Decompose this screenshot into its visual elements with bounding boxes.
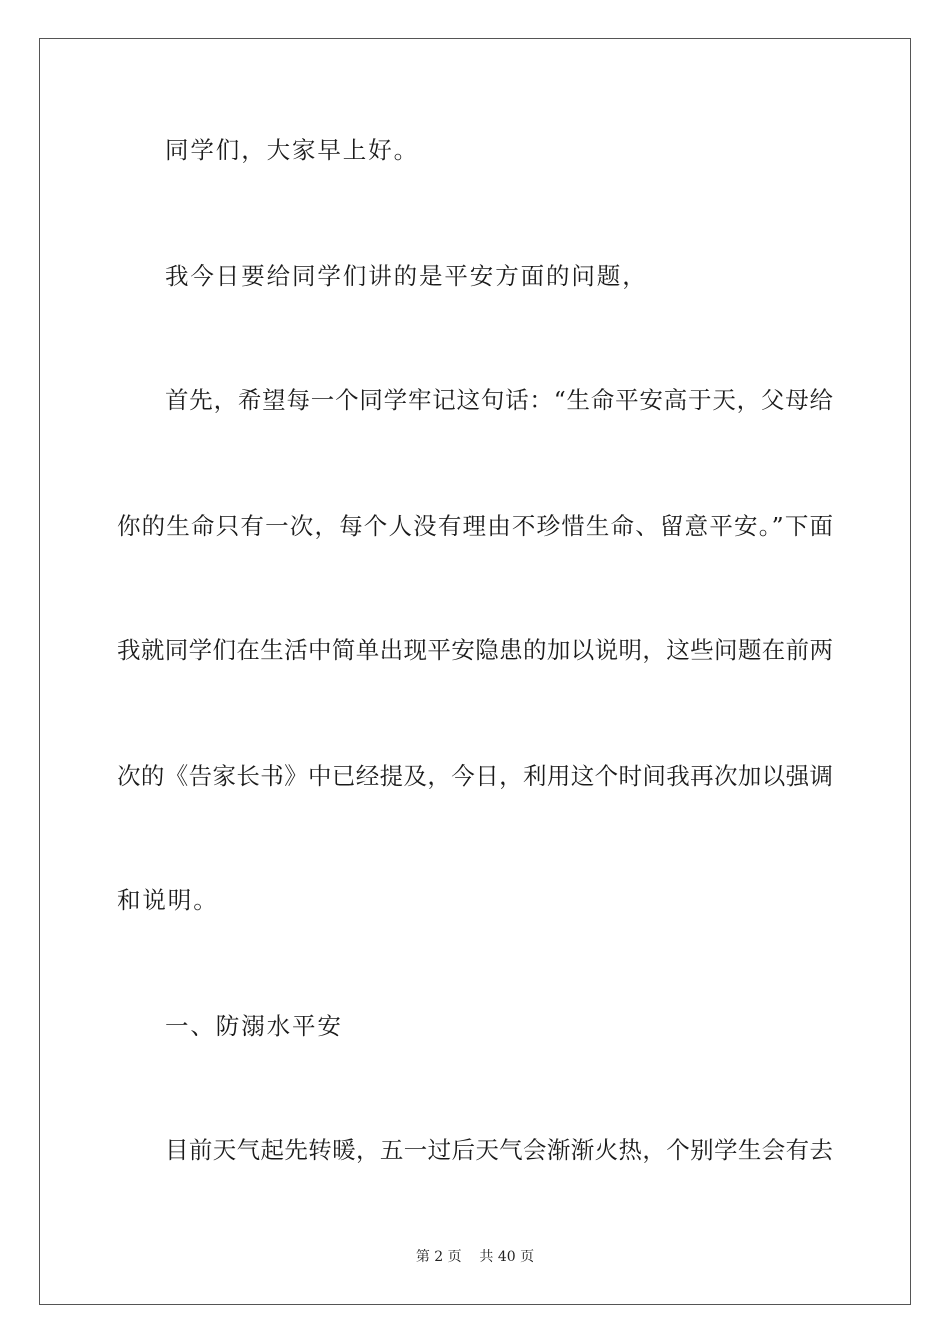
paragraph-intro: 我今日要给同学们讲的是平安方面的问题， <box>165 262 648 290</box>
paragraph-line: 你的生命只有一次，每个人没有理由不珍惜生命、留意平安。”下面 <box>117 512 833 540</box>
paragraph-line: 我就同学们在生活中简单出现平安隐患的加以说明，这些问题在前两 <box>117 636 833 664</box>
paragraph-line: 目前天气起先转暖，五一过后天气会渐渐火热，个别学生会有去 <box>165 1136 833 1164</box>
page-border <box>39 38 911 1305</box>
paragraph-line: 次的《告家长书》中已经提及，今日，利用这个时间我再次加以强调 <box>117 762 833 790</box>
paragraph-line: 首先，希望每一个同学牢记这句话：“生命平安高于天，父母给 <box>165 386 833 414</box>
section-heading: 一、防溺水平安 <box>165 1012 343 1040</box>
page-number-footer: 第 2 页 共 40 页 <box>415 1249 535 1265</box>
paragraph-line: 和说明。 <box>117 886 219 914</box>
paragraph-greeting: 同学们，大家早上好。 <box>165 136 419 164</box>
